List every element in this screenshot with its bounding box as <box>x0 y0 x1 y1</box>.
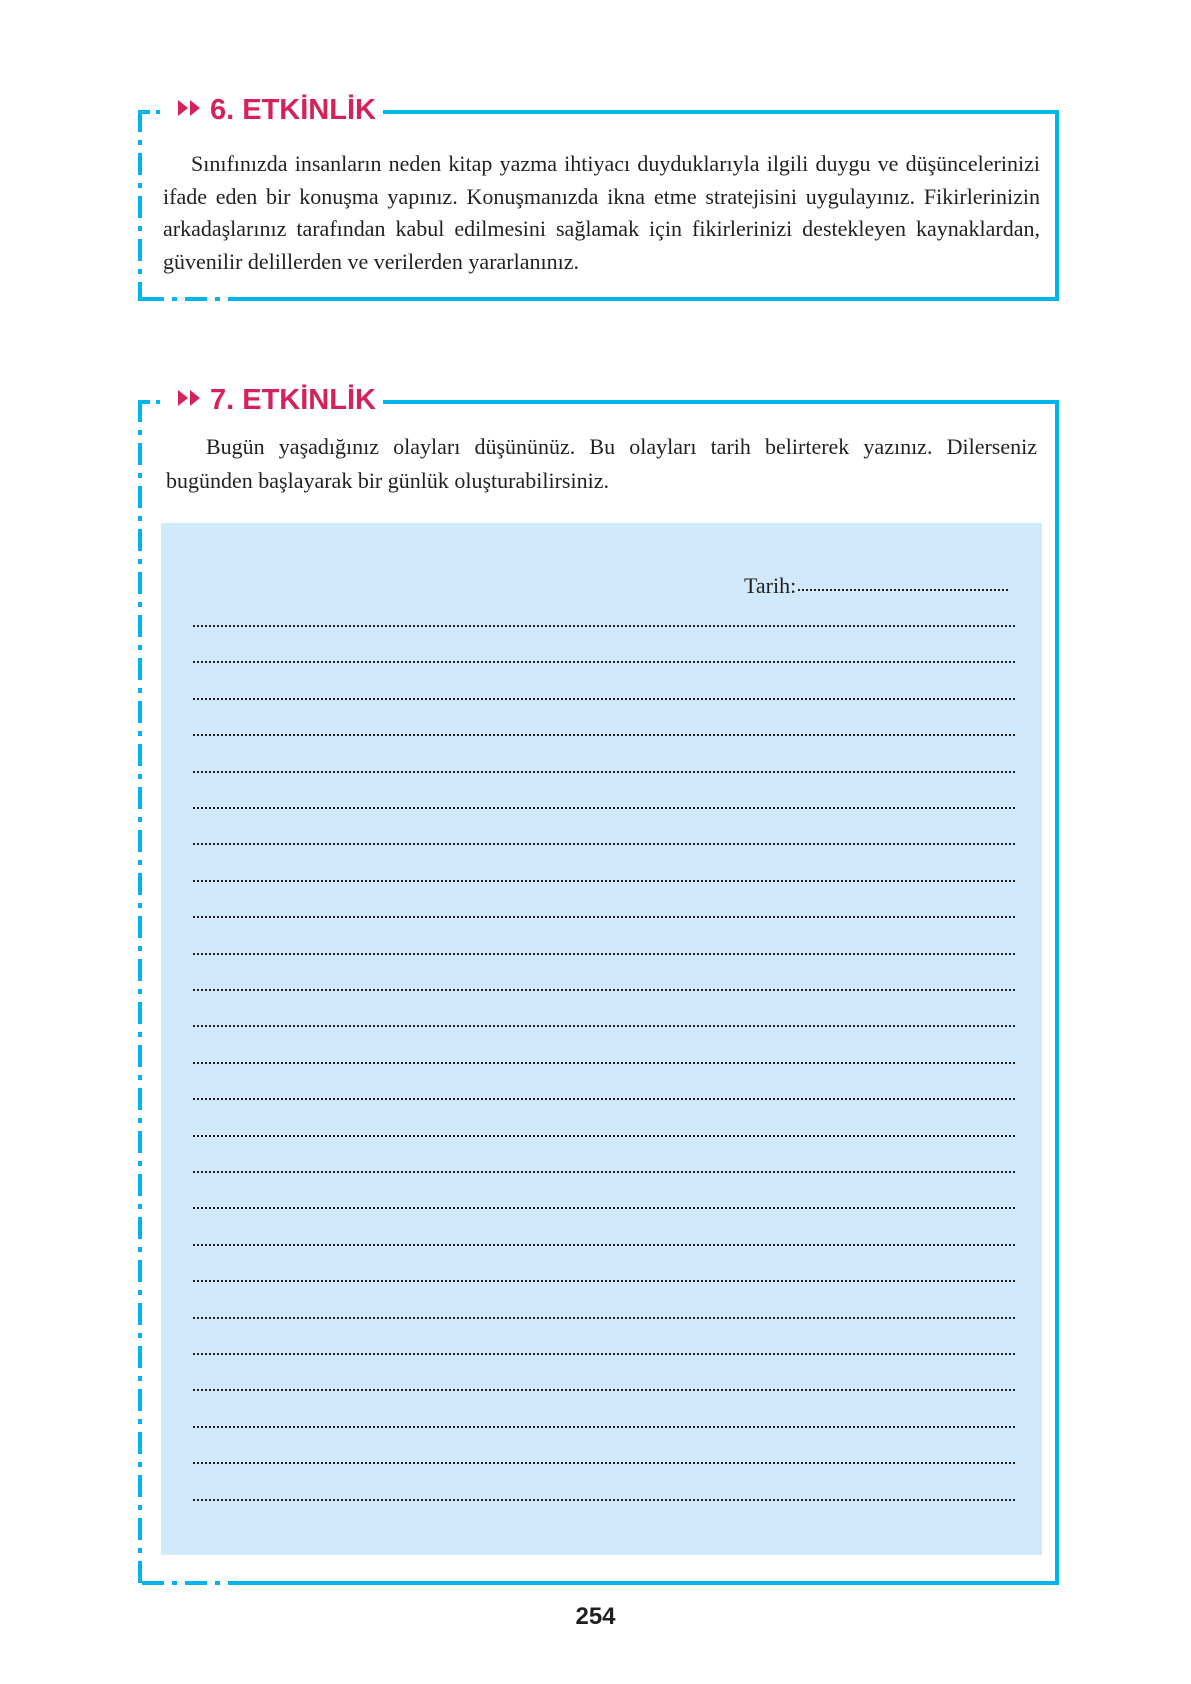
writing-line[interactable] <box>193 1207 1015 1209</box>
writing-line[interactable] <box>193 1062 1015 1064</box>
page-number: 254 <box>575 1603 616 1630</box>
writing-line[interactable] <box>193 880 1015 882</box>
activity-6-title <box>178 92 378 128</box>
writing-line[interactable] <box>193 734 1015 736</box>
writing-line[interactable] <box>193 1353 1015 1355</box>
writing-line[interactable] <box>193 1317 1015 1319</box>
activity-6-text: Sınıfınızda insanların neden kitap yazma ihtiyacı duyduklarıyla ilgili duygu ve düşüncelerinizi ifade eden bir konuşma yapınız. Konuşmanızda ikna etme stratejisini uygulayınız. Fikirlerinizin arkadaşlarınız tarafından kabul edilmesini sağlamak için fikirlerinizi destekleyen kaynaklardan, güvenilir delillerden ve verilerden yararlanınız. <box>163 151 1040 274</box>
date-blank[interactable] <box>798 589 1008 591</box>
writing-line[interactable] <box>193 1426 1015 1428</box>
writing-line[interactable] <box>193 1098 1015 1100</box>
writing-line[interactable] <box>193 1025 1015 1027</box>
writing-line[interactable] <box>193 1389 1015 1391</box>
diary-writing-area[interactable] <box>161 523 1042 1555</box>
writing-line[interactable] <box>193 1499 1015 1501</box>
activity-7-title-text: 7. ETKİNLİK <box>210 384 376 416</box>
double-arrow-icon <box>178 100 204 116</box>
writing-line[interactable] <box>193 916 1015 918</box>
activity-7-instructions <box>166 430 1037 498</box>
writing-line[interactable] <box>193 1244 1015 1246</box>
date-field[interactable] <box>744 573 1008 599</box>
activity-7-title <box>178 382 378 418</box>
activity-6-title-text: 6. ETKİNLİK <box>210 94 376 126</box>
writing-line[interactable] <box>193 661 1015 663</box>
double-arrow-icon <box>178 390 204 406</box>
activity-6-instructions <box>163 148 1040 278</box>
writing-line[interactable] <box>193 771 1015 773</box>
writing-line[interactable] <box>193 989 1015 991</box>
writing-line[interactable] <box>193 843 1015 845</box>
activity-7-text: Bugün yaşadığınız olayları düşününüz. Bu olayları tarih belirterek yazınız. Dilerseniz bugünden başlayarak bir günlük oluşturabilirsiniz. <box>166 434 1037 493</box>
writing-line[interactable] <box>193 625 1015 627</box>
writing-line[interactable] <box>193 1280 1015 1282</box>
writing-line[interactable] <box>193 953 1015 955</box>
date-label: Tarih: <box>744 573 797 598</box>
writing-line[interactable] <box>193 807 1015 809</box>
writing-line[interactable] <box>193 698 1015 700</box>
writing-line[interactable] <box>193 1171 1015 1173</box>
activity-6-box <box>142 94 1059 301</box>
activity-7-box <box>142 384 1059 1585</box>
writing-line[interactable] <box>193 1135 1015 1137</box>
writing-line[interactable] <box>193 1462 1015 1464</box>
